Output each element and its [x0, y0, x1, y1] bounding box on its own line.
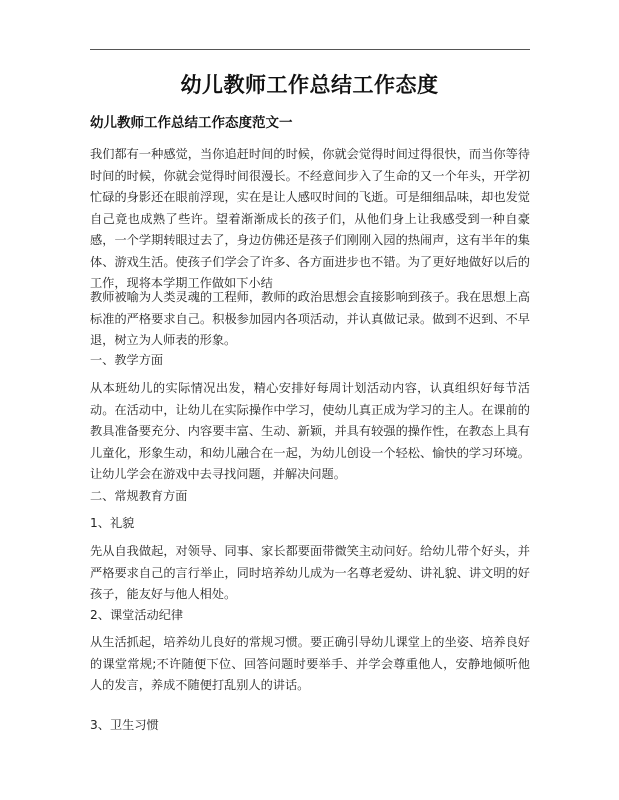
document-title: 幼儿教师工作总结工作态度	[180, 72, 439, 97]
subheading-discipline: 2、课堂活动纪律	[90, 608, 184, 622]
intro-paragraph: 我们都有一种感觉，当你追赶时间的时候，你就会觉得时间过得很快，而当你等待时间的时候，你就会觉得时间很漫长。不经意间步入了生命的又一个年头，开学初忙碌的身影还在眼前浮现，实在是让人感叹时间的飞逝。可是细细品味，却也发觉自己竟也成熟了些许。望着渐渐成长的孩子们，从他们身上让我感受到一种自豪感，一个学期转眼过去了，身边仿佛还是孩子们刚刚入园的热闹声，这有半年的集体、游戏生活。使孩子们学会了许多、各方面进步也不错。为了更好地做好以后的工作，现将本学期工作做如下小结	[90, 147, 530, 290]
discipline-paragraph: 从生活抓起，培养幼儿良好的常规习惯。要正确引导幼儿课堂上的坐姿、培养良好的课堂常规;不许随便下位、回答问题时要举手、并学会尊重他人，安静地倾听他人的发言，养成不随便打乱别人的讲话。	[90, 635, 530, 692]
section-heading-teaching: 一、教学方面	[90, 353, 164, 367]
header-rule	[90, 49, 530, 50]
teacher-paragraph: 教师被喻为人类灵魂的工程师，教师的政治思想会直接影响到孩子。我在思想上高标准的严格要求自己。积极参加园内各项活动，并认真做记录。做到不迟到、不早退，树立为人师表的形象。	[90, 290, 530, 347]
section-heading-routine: 二、常规教育方面	[90, 489, 188, 503]
document-subtitle: 幼儿教师工作总结工作态度范文一	[90, 115, 293, 131]
teaching-paragraph: 从本班幼儿的实际情况出发，精心安排好每周计划活动内容，认真组织好每节活动。在活动中，让幼儿在实际操作中学习，使幼儿真正成为学习的主人。在课前的教具准备要充分、内容要丰富、生动、新颖，并具有较强的操作性，在教态上具有儿童化，形象生动，和幼儿融合在一起，为幼儿创设一个轻松、愉快的学习环境。让幼儿学会在游戏中去寻找问题，并解决问题。	[90, 381, 530, 481]
courtesy-paragraph: 先从自我做起，对领导、同事、家长都要面带微笑主动问好。给幼儿带个好头，并严格要求自己的言行举止，同时培养幼儿成为一名尊老爱幼、讲礼貌、讲文明的好孩子，能友好与他人相处。	[90, 544, 530, 601]
subheading-courtesy: 1、礼貌	[90, 516, 135, 530]
subheading-hygiene: 3、卫生习惯	[90, 718, 159, 732]
